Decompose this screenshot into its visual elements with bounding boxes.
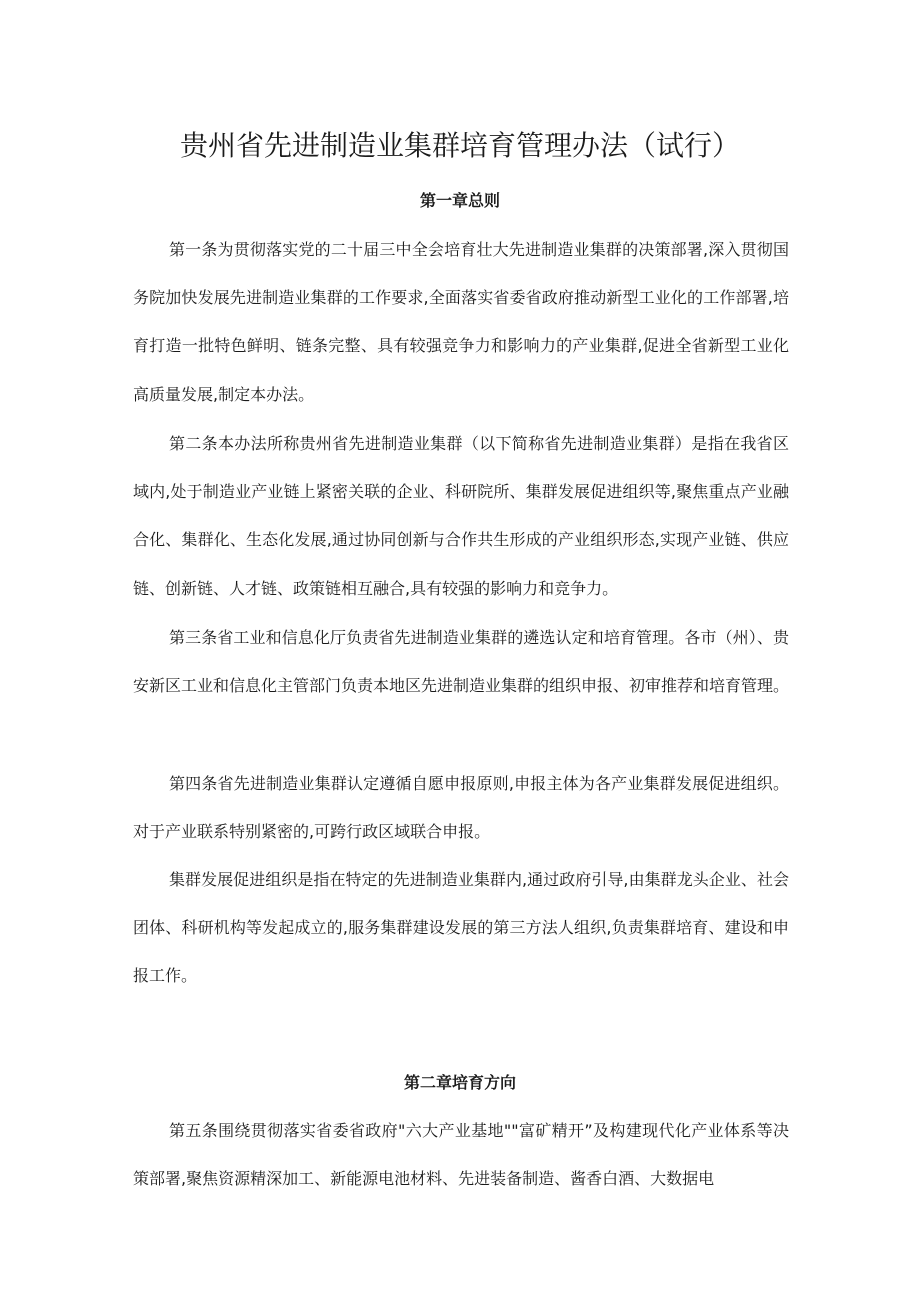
cluster-org-definition-paragraph: 集群发展促进组织是指在特定的先进制造业集群内,通过政府引导,由集群龙头企业、社会团体、科研机构等发起成立的,服务集群建设发展的第三方法人组织,负责集群培育、建设和申报工作。 <box>133 870 789 986</box>
chapter-2-heading: 第二章培育方向 <box>403 1073 516 1092</box>
article-1-paragraph: 第一条为贯彻落实党的二十届三中全会培育壮大先进制造业集群的决策部署,深入贯彻国务院加快发展先进制造业集群的工作要求,全面落实省委省政府推动新型工业化的工作部署,培育打造一批特色鲜明、链条完整、具有较强竞争力和影响力的产业集群,促进全省新型工业化高质量发展,制定本办法。 <box>133 240 789 404</box>
article-3-paragraph: 第三条省工业和信息化厅负责省先进制造业集群的遴选认定和培育管理。各市（州）、贵安新区工业和信息化主管部门负责本地区先进制造业集群的组织申报、初审推荐和培育管理。 <box>133 628 790 696</box>
article-4-paragraph: 第四条省先进制造业集群认定遵循自愿申报原则,申报主体为各产业集群发展促进组织。对于产业联系特别紧密的,可跨行政区域联合申报。 <box>133 774 789 842</box>
chapter-1-heading: 第一章总则 <box>419 191 500 210</box>
article-5-paragraph: 第五条围绕贯彻落实省委省政府"六大产业基地""富矿精开”及构建现代化产业体系等决策部署,聚焦资源精深加工、新能源电池材料、先进装备制造、酱香白酒、大数据电 <box>133 1121 789 1189</box>
document-title: 贵州省先进制造业集群培育管理办法（试行） <box>179 129 740 162</box>
article-2-paragraph: 第二条本办法所称贵州省先进制造业集群（以下简称省先进制造业集群）是指在我省区域内,处于制造业产业链上紧密关联的企业、科研院所、集群发展促进组织等,聚焦重点产业融合化、集群化、生态化发展,通过协同创新与合作共生形成的产业组织形态,实现产业链、供应链、创新链、人才链、政策链相互融合,具有较强的影响力和竞争力。 <box>133 434 789 598</box>
